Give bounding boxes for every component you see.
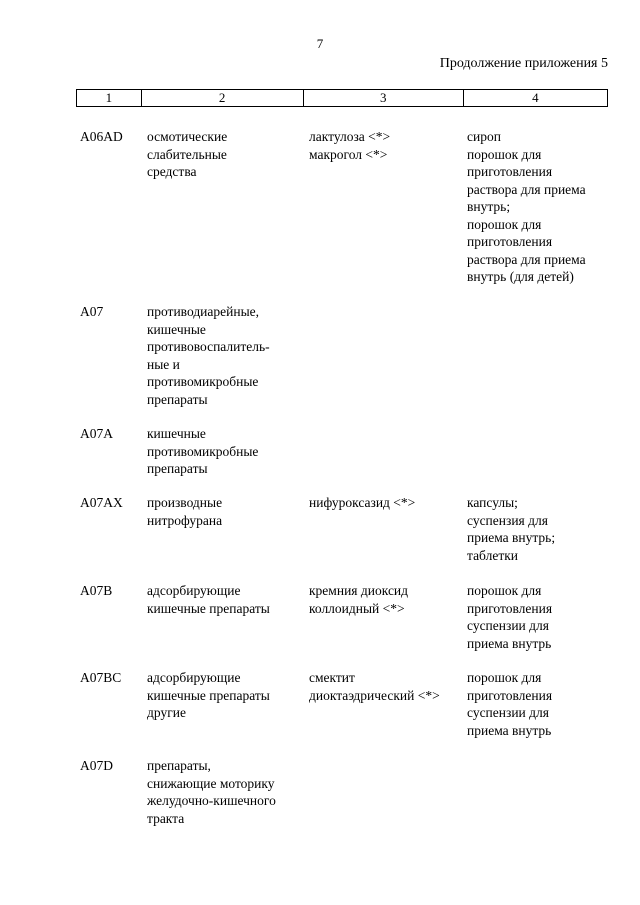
- header-col-3: 3: [304, 90, 464, 106]
- dosage-form: порошок для приготовления суспензии для приема внутрь: [467, 583, 553, 651]
- atc-code: A06AD: [80, 129, 123, 144]
- atc-code: A07AX: [80, 495, 123, 510]
- drug-group: адсорбирующие кишечные препараты: [147, 583, 270, 616]
- drug-group: осмотические слабительные средства: [147, 129, 228, 179]
- header-col-4: 4: [464, 90, 608, 106]
- atc-code: A07A: [80, 426, 113, 441]
- drug-name: кремния диоксид коллоидный <*>: [309, 583, 409, 616]
- page-number: 7: [316, 36, 324, 51]
- drug-group: препараты, снижающие моторику желудочно-кишечного тракта: [147, 758, 276, 826]
- drug-name: нифуроксазид <*>: [309, 495, 416, 510]
- drug-name: смектит диоктаэдрический <*>: [309, 670, 440, 703]
- atc-code: A07BC: [80, 670, 122, 685]
- dosage-form: капсулы; суспензия для приема внутрь; таблетки: [467, 495, 556, 563]
- header-col-2: 2: [142, 90, 304, 106]
- drug-name: лактулоза <*> макрогол <*>: [309, 129, 391, 162]
- drug-group: противодиарейные, кишечные противовоспалитель- ные и противомикробные препараты: [147, 304, 270, 407]
- dosage-form: сироп порошок для приготовления раствора для приема внутрь; порошок для приготовления раствора для приема внутрь (для детей): [467, 129, 586, 284]
- header-col-1: 1: [76, 90, 142, 106]
- dosage-form: порошок для приготовления суспензии для приема внутрь: [467, 670, 553, 738]
- table-header: [76, 89, 608, 107]
- atc-code: A07D: [80, 758, 113, 773]
- appendix-note: Продолжение приложения 5: [439, 56, 608, 71]
- atc-code: A07: [80, 304, 104, 319]
- drug-group: адсорбирующие кишечные препараты другие: [147, 670, 270, 720]
- drug-group: производные нитрофурана: [147, 495, 223, 528]
- atc-code: A07B: [80, 583, 113, 598]
- drug-group: кишечные противомикробные препараты: [147, 426, 259, 476]
